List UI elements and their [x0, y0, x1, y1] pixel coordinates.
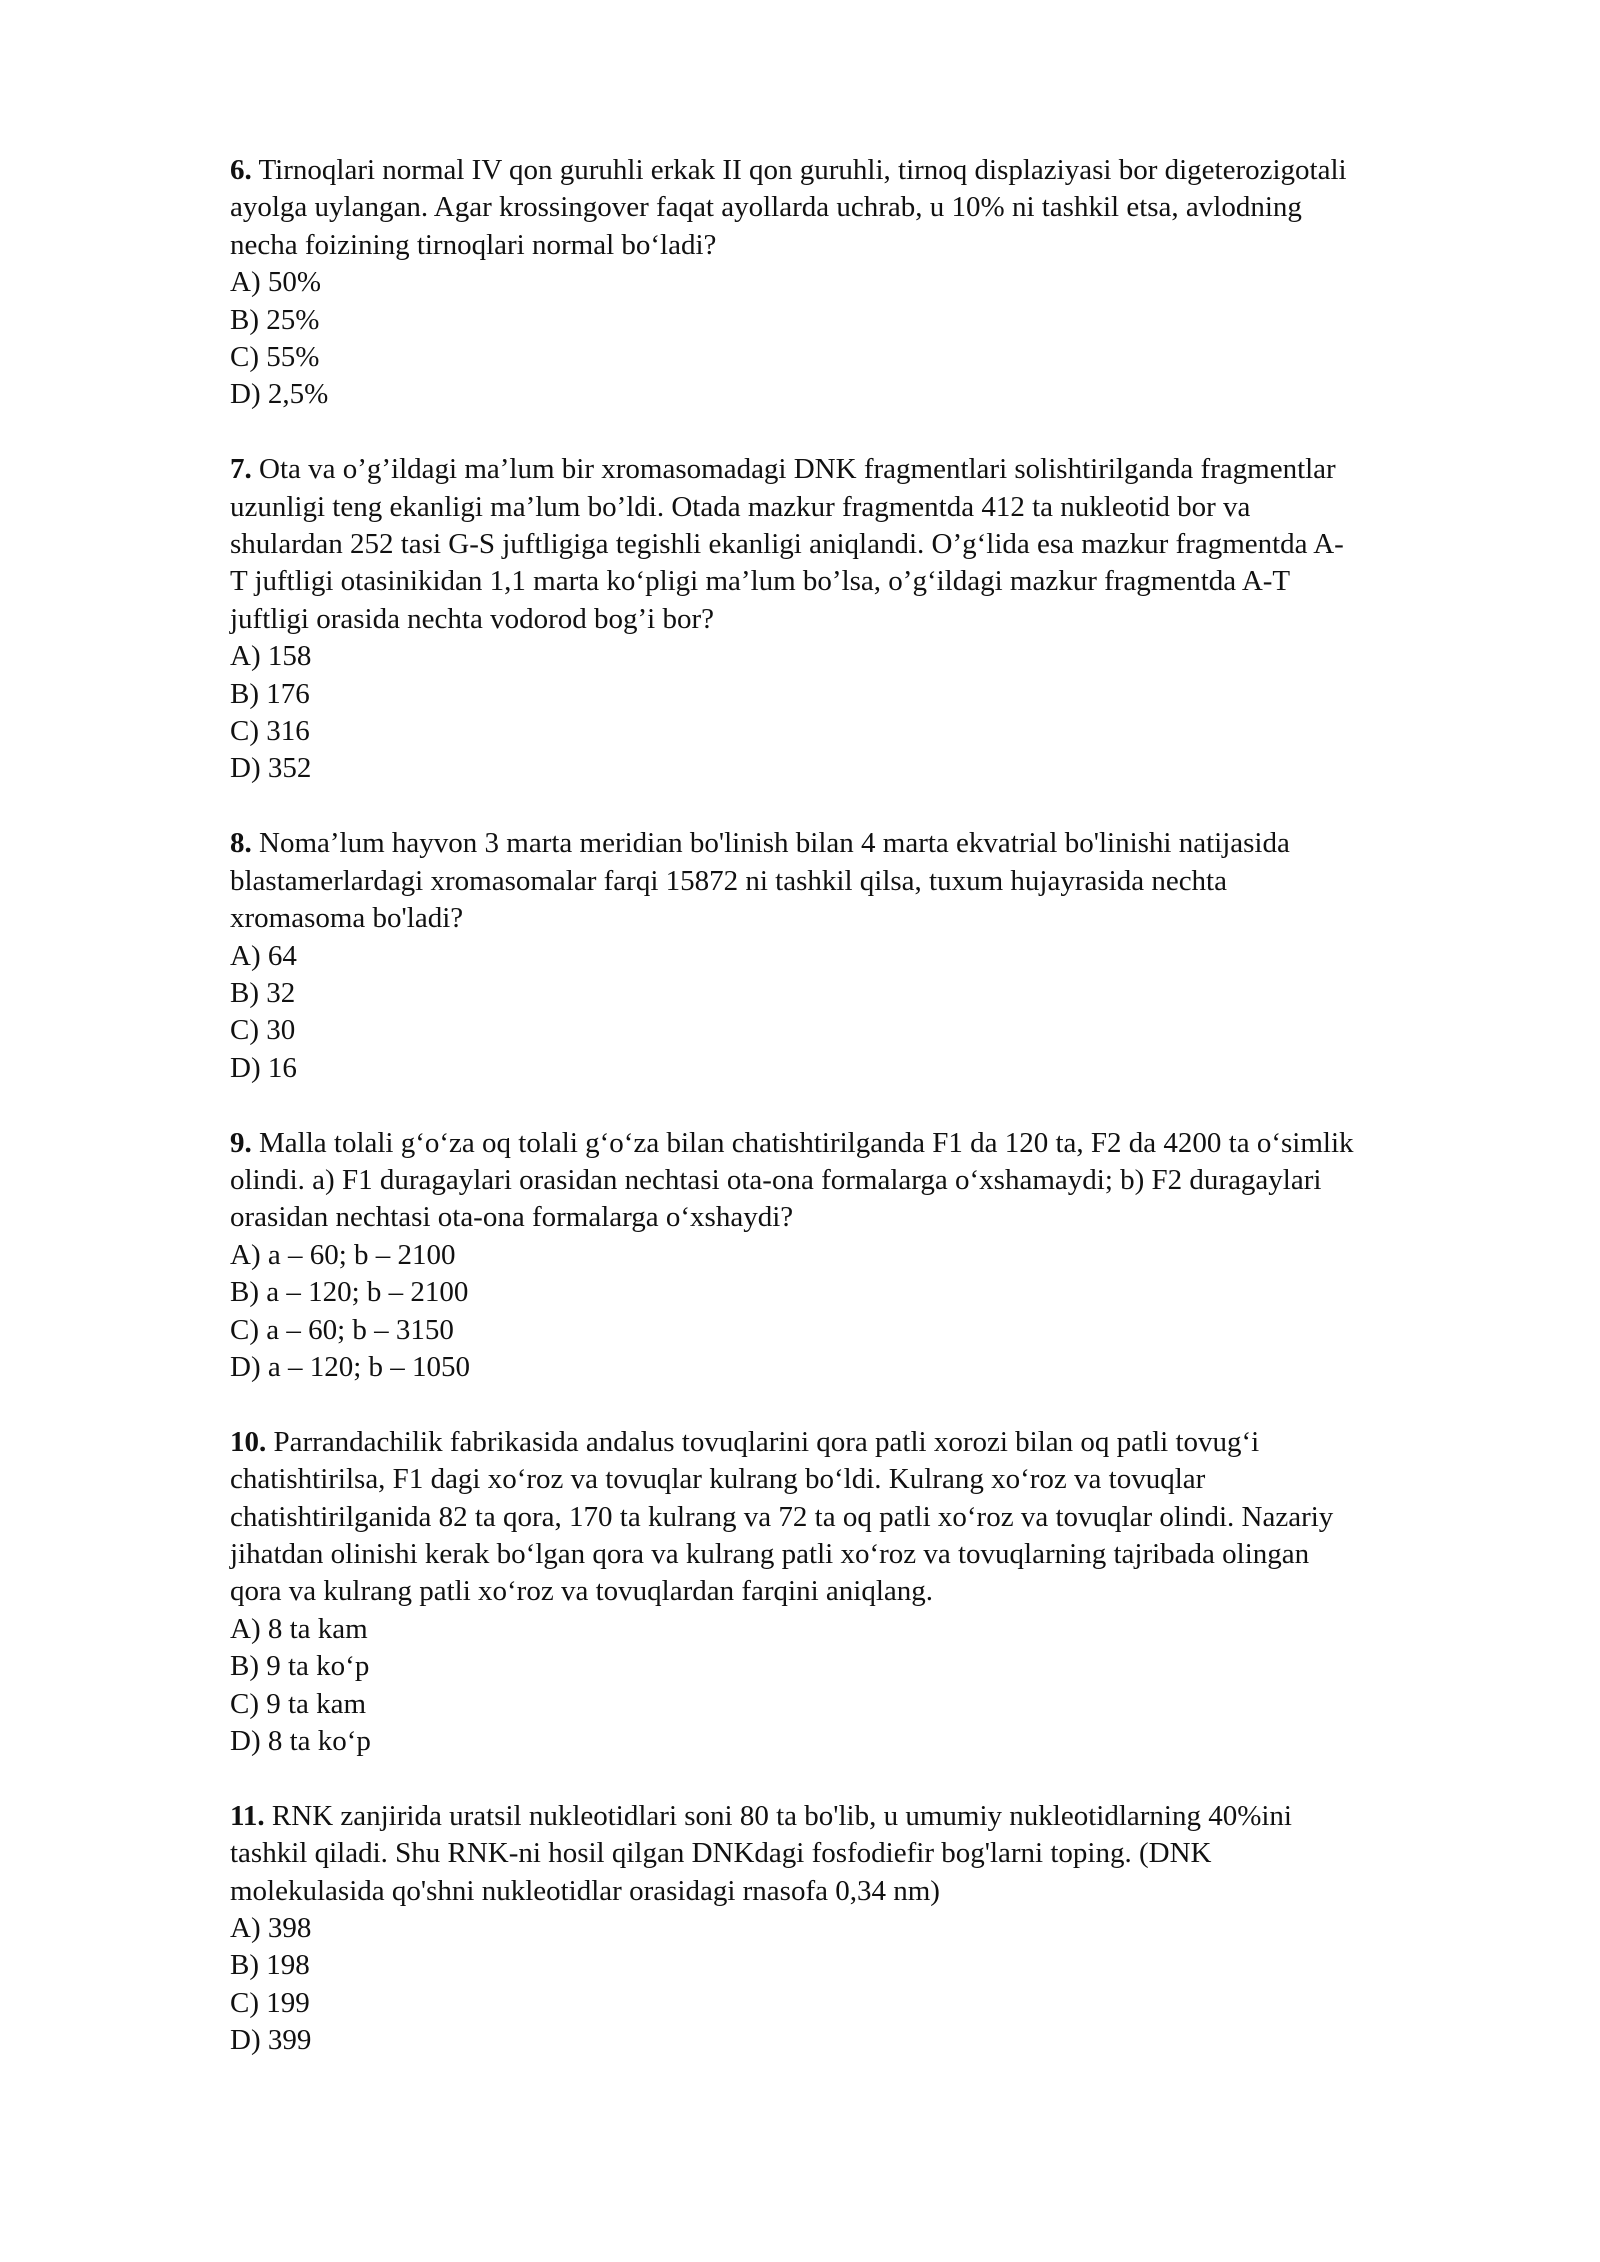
- question-text-line: [230, 825, 1530, 862]
- answer-option-c: C) 30: [230, 1014, 296, 1047]
- question-text-line: blastamerlardagi xromasomalar farqi 15872 ni tashkil qilsa, tuxum hujayrasida nechta: [230, 864, 1227, 897]
- question-text-line: molekulasida qo'shni nukleotidlar orasidagi rnasofa 0,34 nm): [230, 1874, 940, 1907]
- answer-option-a: A) 8 ta kam: [230, 1612, 368, 1645]
- answer-option-b: B) 9 ta ko‘p: [230, 1650, 370, 1683]
- question-9: [230, 1125, 1530, 1387]
- question-text-line: [230, 451, 1530, 488]
- answer-option-a: A) 64: [230, 939, 297, 972]
- question-text: RNK zanjirida uratsil nukleotidlari soni 80 ta bo'lib, u umumiy nukleotidlarning 40%ini: [271, 1799, 1292, 1832]
- question-text-line: tashkil qiladi. Shu RNK-ni hosil qilgan DNKdagi fosfodiefir bog'larni toping. (DNK: [230, 1837, 1212, 1870]
- question-text-line: shulardan 252 tasi G-S juftligiga tegishli ekanligi aniqlandi. O’g‘lida esa mazkur fragmentda A-: [230, 528, 1344, 561]
- answer-option-d: D) 352: [230, 752, 312, 785]
- question-6: [230, 152, 1530, 414]
- question-text-line: T juftligi otasinikidan 1,1 marta ko‘pligi ma’lum bo’lsa, o’g‘ildagi mazkur fragmentda A-T: [230, 565, 1291, 598]
- question-text-line: necha foizining tirnoqlari normal bo‘ladi?: [230, 228, 717, 261]
- question-text-line: qora va kulrang patli xo‘roz va tovuqlardan farqini aniqlang.: [230, 1575, 934, 1608]
- question-11: [230, 1798, 1530, 2060]
- question-text-line: [230, 1125, 1530, 1162]
- question-7: [230, 451, 1530, 788]
- question-number: 10.: [230, 1425, 267, 1458]
- answer-option-a: A) a – 60; b – 2100: [230, 1238, 456, 1271]
- document-page: [230, 152, 1530, 2097]
- answer-option-d: D) 8 ta ko‘p: [230, 1725, 371, 1757]
- question-10: [230, 1424, 1530, 1761]
- question-text-line: orasidan nechtasi ota-ona formalarga o‘xshaydi?: [230, 1201, 794, 1234]
- question-number: 6.: [230, 154, 252, 186]
- question-text-line: chatishtirilganida 82 ta qora, 170 ta kulrang va 72 ta oq patli xo‘roz va tovuqlar olindi. Nazariy: [230, 1500, 1334, 1533]
- answer-option-b: B) 25%: [230, 303, 320, 336]
- answer-option-d: D) a – 120; b – 1050: [230, 1350, 471, 1383]
- answer-option-d: D) 2,5%: [230, 378, 329, 411]
- answer-option-c: C) 199: [230, 1986, 310, 2019]
- answer-option-c: C) 55%: [230, 341, 320, 374]
- answer-option-b: B) a – 120; b – 2100: [230, 1276, 469, 1309]
- question-8: [230, 825, 1530, 1087]
- question-text: Parrandachilik fabrikasida andalus tovuqlarini qora patli xorozi bilan oq patli tovug‘i: [273, 1425, 1260, 1458]
- question-text-line: juftligi orasida nechta vodorod bog’i bor?: [230, 602, 715, 635]
- question-text: Noma’lum hayvon 3 marta meridian bo'linish bilan 4 marta ekvatrial bo'linishi natijasida: [259, 827, 1290, 860]
- answer-option-a: A) 50%: [230, 266, 322, 299]
- question-text-line: xromasoma bo'ladi?: [230, 902, 464, 935]
- question-text: Ota va o’g’ildagi ma’lum bir xromasomadagi DNK fragmentlari solishtirilganda fragmentlar: [259, 453, 1336, 486]
- question-text-line: [230, 152, 1530, 189]
- question-number: 8.: [230, 827, 252, 860]
- question-text-line: olindi. a) F1 duragaylari orasidan nechtasi ota-ona formalarga o‘xshamaydi; b) F2 duragaylari: [230, 1163, 1322, 1196]
- question-text-line: ayolga uylangan. Agar krossingover faqat ayollarda uchrab, u 10% ni tashkil etsa, avlodning: [230, 191, 1302, 224]
- question-text: Malla tolali g‘o‘za oq tolali g‘o‘za bilan chatishtirilganda F1 da 120 ta, F2 da 4200 ta o‘simlik: [259, 1126, 1354, 1159]
- question-number: 11.: [230, 1799, 265, 1832]
- question-number: 9.: [230, 1126, 252, 1159]
- question-number: 7.: [230, 453, 252, 486]
- answer-option-d: D) 399: [230, 2024, 312, 2057]
- answer-option-b: B) 32: [230, 976, 296, 1009]
- answer-option-a: A) 398: [230, 1912, 312, 1945]
- question-text-line: uzunligi teng ekanligi ma’lum bo’ldi. Otada mazkur fragmentda 412 ta nukleotid bor va: [230, 490, 1251, 523]
- answer-option-a: A) 158: [230, 640, 312, 673]
- question-text-line: jihatdan olinishi kerak bo‘lgan qora va kulrang patli xo‘roz va tovuqlarning tajribada olingan: [230, 1537, 1310, 1570]
- answer-option-d: D) 16: [230, 1051, 297, 1084]
- answer-option-b: B) 198: [230, 1949, 310, 1982]
- question-text-line: chatishtirilsa, F1 dagi xo‘roz va tovuqlar kulrang bo‘ldi. Kulrang xo‘roz va tovuqlar: [230, 1463, 1206, 1496]
- answer-option-c: C) a – 60; b – 3150: [230, 1313, 454, 1346]
- answer-option-c: C) 316: [230, 715, 310, 748]
- answer-option-c: C) 9 ta kam: [230, 1687, 367, 1720]
- question-text-line: [230, 1798, 1530, 1835]
- question-text-line: [230, 1424, 1530, 1461]
- answer-option-b: B) 176: [230, 677, 310, 710]
- question-text: Tirnoqlari normal IV qon guruhli erkak II qon guruhli, tirnoq displaziyasi bor digeterozigotali: [258, 154, 1347, 186]
